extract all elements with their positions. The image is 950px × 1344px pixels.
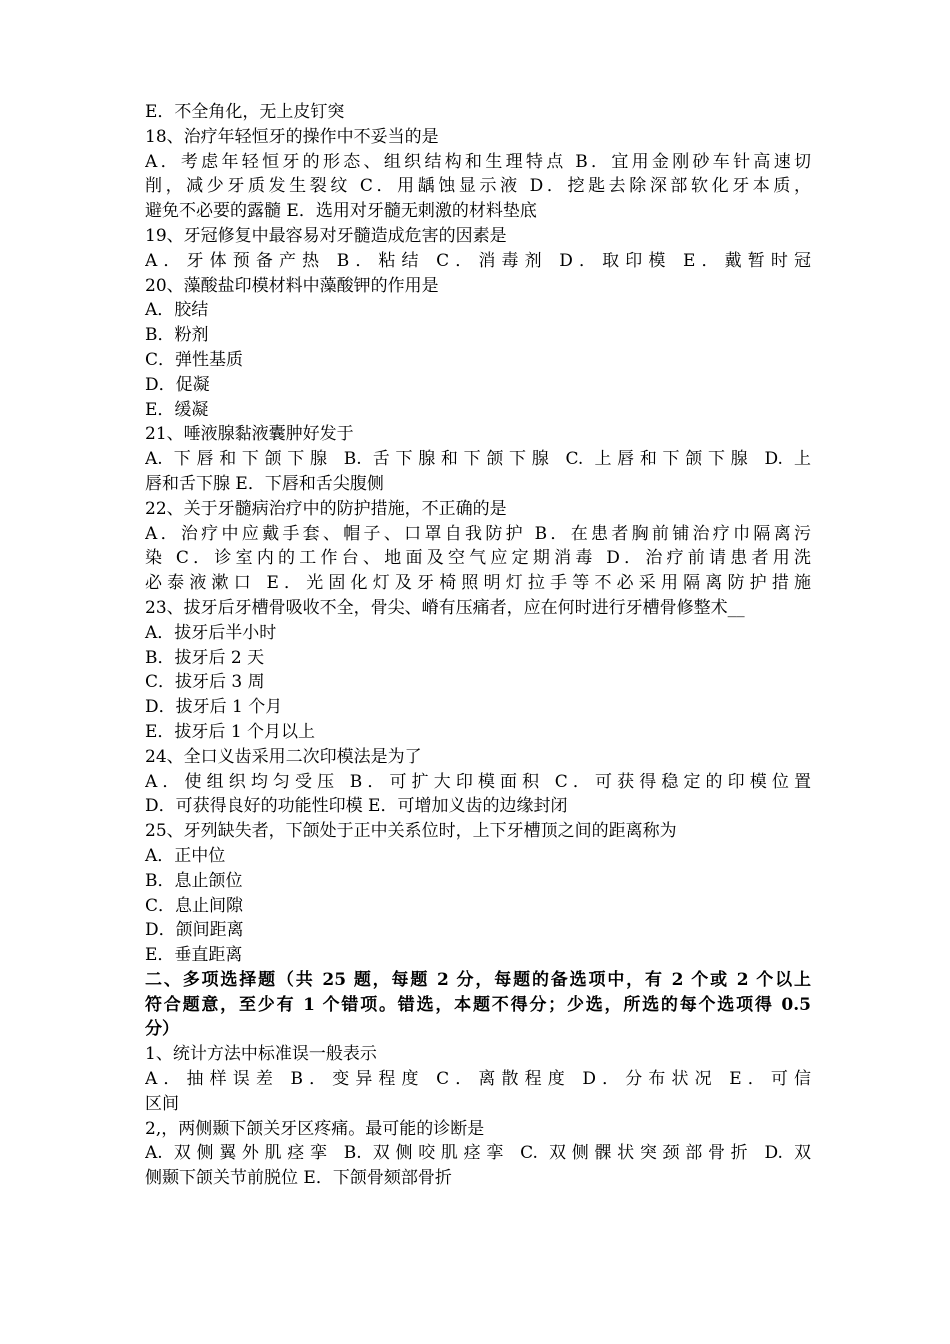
text-line: 侧颞下颌关节前脱位 E．下颌骨颏部骨折	[145, 1168, 452, 1189]
text-line: C．弹性基质	[145, 349, 244, 370]
text-line: 分）	[145, 1019, 179, 1040]
text-line: A．拔牙后半小时	[145, 622, 277, 643]
text-line: 唇和舌下腺 E．下唇和舌尖腹侧	[145, 473, 384, 494]
text-line: A．考虑年轻恒牙的形态、组织结构和生理特点 B．宜用金刚砂车针高速切	[145, 151, 811, 172]
text-line: 21、唾液腺黏液囊肿好发于	[145, 424, 354, 445]
text-line: A．抽样误差 B．变异程度 C．离散程度 D．分布状况 E．可信	[145, 1069, 811, 1090]
text-line: B．息止颌位	[145, 870, 243, 891]
text-line: 2,，两侧颞下颌关牙区疼痛。最可能的诊断是	[145, 1118, 485, 1139]
text-line: E．拔牙后 1 个月以上	[145, 721, 316, 742]
text-line: 19、牙冠修复中最容易对牙髓造成危害的因素是	[145, 225, 507, 246]
text-line: D．颌间距离	[145, 920, 244, 941]
text-line: C．拔牙后 3 周	[145, 672, 265, 693]
text-line: D．可获得良好的功能性印模 E．可增加义齿的边缘封闭	[145, 796, 568, 817]
text-line: 削，减少牙质发生裂纹 C．用龋蚀显示液 D．挖匙去除深部软化牙本质，	[145, 176, 811, 197]
text-line: 必泰液漱口 E．光固化灯及牙椅照明灯拉手等不必采用隔离防护措施	[145, 573, 811, 594]
text-line: B．拔牙后 2 天	[145, 647, 265, 668]
text-line: A．使组织均匀受压 B．可扩大印模面积 C．可获得稳定的印模位置	[145, 771, 811, 792]
text-line: 24、全口义齿采用二次印模法是为了	[145, 746, 422, 767]
text-line: 符合题意，至少有 1 个错项。错选，本题不得分；少选，所选的每个选项得 0.5	[145, 994, 811, 1015]
text-line: D．促凝	[145, 374, 210, 395]
text-line: 避免不必要的露髓 E．选用对牙髓无刺激的材料垫底	[145, 201, 537, 222]
document-page	[145, 100, 811, 1191]
text-line: A. 下唇和下颌下腺 B. 舌下腺和下颌下腺 C. 上唇和下颌下腺 D. 上	[145, 449, 811, 470]
text-line: D．拔牙后 1 个月	[145, 697, 283, 718]
text-line: 1、统计方法中标准误一般表示	[145, 1044, 377, 1065]
text-line: 18、治疗年轻恒牙的操作中不妥当的是	[145, 126, 439, 147]
text-line: A. 双侧翼外肌痉挛 B. 双侧咬肌痉挛 C. 双侧髁状突颈部骨折 D. 双	[145, 1143, 811, 1164]
text-line: E．垂直距离	[145, 945, 243, 966]
text-line: A．治疗中应戴手套、帽子、口罩自我防护 B．在患者胸前铺治疗巾隔离污	[145, 523, 811, 544]
text-line: 二、多项选择题（共 25 题，每题 2 分，每题的备选项中，有 2 个或 2 个以上	[145, 969, 811, 990]
text-line: 25、牙列缺失者，下颌处于正中关系位时，上下牙槽顶之间的距离称为	[145, 821, 677, 842]
text-line: B．粉剂	[145, 325, 209, 346]
text-line: E．不全角化，无上皮钉突	[145, 102, 345, 122]
text-line: A．正中位	[145, 845, 226, 866]
text-line: A．牙体预备产热 B．粘结 C．消毒剂 D．取印模 E．戴暂时冠	[145, 250, 811, 271]
text-line: E．缓凝	[145, 399, 209, 420]
text-line: 22、关于牙髓病治疗中的防护措施，不正确的是	[145, 498, 507, 519]
text-line: 区间	[145, 1093, 179, 1114]
text-line: C．息止间隙	[145, 895, 244, 916]
text-line: 20、藻酸盐印模材料中藻酸钾的作用是	[145, 275, 439, 296]
text-line: A．胶结	[145, 300, 209, 321]
text-line: 染 C．诊室内的工作台、地面及空气应定期消毒 D．治疗前请患者用洗	[145, 548, 811, 569]
text-line: 23、拔牙后牙槽骨吸收不全，骨尖、嵴有压痛者，应在何时进行牙槽骨修整术__	[145, 597, 745, 618]
